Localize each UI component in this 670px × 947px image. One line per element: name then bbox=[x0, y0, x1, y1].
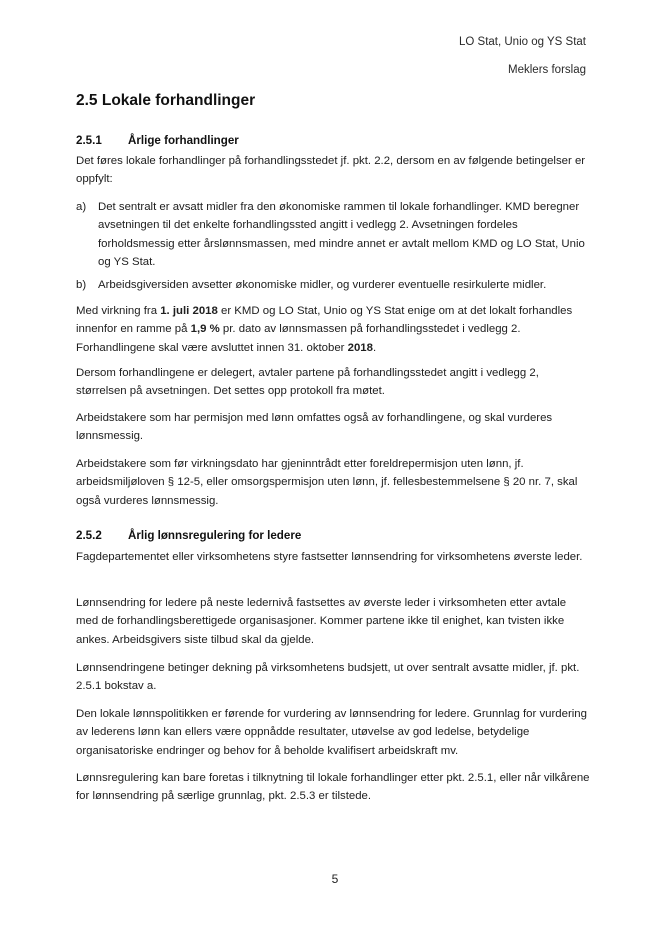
list-item-b bbox=[76, 276, 591, 294]
subsection-title: Årlige forhandlinger bbox=[128, 134, 239, 147]
paragraph-top-leader: Fagdepartementet eller virksomhetens styre fastsetter lønnsendring for virksomhetens øverste leder. bbox=[76, 551, 583, 563]
bold-date: 1. juli 2018 bbox=[160, 305, 218, 317]
leave-paragraph: Arbeidstakere som har permisjon med lønn omfattes også av forhandlingene, og skal vurderes lønnsmessig. bbox=[76, 412, 553, 443]
paragraph-policy: Den lokale lønnspolitikken er førende for vurdering av lønnsendring for ledere. Grunnlag for vurdering av lederens lønn kan ellers være oppnådde resultater, utøvelse av god ledelse, betydelige organisatoriske endringer og behov for å beholde kvalifisert arbeidskraft mv. bbox=[76, 708, 587, 757]
paragraph-regulation: Lønnsregulering kan bare foretas i tilknytning til lokale forhandlinger etter pkt. 2.5.1, eller når vilkårene for lønnsendring på særlige grunnlag, pkt. 2.5.3 er tilstede. bbox=[76, 772, 590, 803]
header-proposal-label: Meklers forslag bbox=[508, 64, 586, 76]
list-marker: a) bbox=[76, 201, 87, 213]
text-run: pr. dato av lønnsmassen på forhandlingsstedet i vedlegg 2. Forhandlingene skal være avsluttet innen 31. oktober bbox=[76, 323, 521, 354]
bold-year: 2018 bbox=[347, 341, 373, 354]
list-item-text: Det sentralt er avsatt midler fra den økonomiske rammen til lokale forhandlinger. KMD beregner avsetningen til det enkelte forhandlingssted angitt i vedlegg 2. Avsetningen fordeles forholdsmessig etter årslønnsmassen, med mindre annet er avtalt mellom KMD og LO Stat, Unio og YS Stat. bbox=[98, 201, 585, 268]
subsection-title: Årlig lønnsregulering for ledere bbox=[128, 529, 302, 542]
text-run: Med virkning fra bbox=[76, 305, 161, 317]
list-item-text: Arbeidsgiversiden avsetter økonomiske midler, og vurderer eventuelle resirkulerte midler. bbox=[98, 279, 547, 291]
header-organizations: LO Stat, Unio og YS Stat bbox=[459, 36, 586, 48]
subsection-heading-2-5-1 bbox=[76, 134, 239, 147]
section-title: 2.5 Lokale forhandlinger bbox=[76, 92, 256, 109]
subsection-number: 2.5.1 bbox=[76, 134, 102, 147]
page-number: 5 bbox=[331, 872, 339, 886]
list-item-a bbox=[76, 198, 591, 271]
subsection-heading-2-5-2 bbox=[76, 529, 301, 542]
intro-paragraph: Det føres lokale forhandlinger på forhandlingsstedet jf. pkt. 2.2, dersom en av følgende betingelser er oppfylt: bbox=[76, 155, 586, 186]
parental-leave-paragraph: Arbeidstakere som før virkningsdato har gjeninntrådt etter foreldrepermisjon uten lønn, jf. arbeidsmiljøloven § 12-5, eller omsorgspermisjon uten lønn, jf. fellesbestemmelsene § 20 nr. 7, skal også vurderes lønnsmessig. bbox=[76, 458, 578, 507]
text-run: . bbox=[372, 341, 377, 354]
paragraph-budget: Lønnsendringene betinger dekning på virksomhetens budsjett, ut over sentralt avsatte midler, jf. pkt. 2.5.1 bokstav a. bbox=[76, 662, 580, 693]
paragraph-next-level: Lønnsendring for ledere på neste ledernivå fastsettes av øverste leder i virksomheten etter avtale med de forhandlingsberettigede organisasjoner. Kommer partene ikke til enighet, kan tvisten ikke ankes. Arbeidsgivers siste tilbud skal da gjelde. bbox=[76, 597, 567, 646]
subsection-number: 2.5.2 bbox=[76, 529, 102, 542]
delegation-paragraph: Dersom forhandlingene er delegert, avtaler partene på forhandlingsstedet angitt i vedlegg 2, størrelsen på avsetningen. Det settes opp protokoll fra møtet. bbox=[76, 367, 539, 398]
effective-date-paragraph bbox=[76, 302, 591, 357]
bold-percent: 1,9 % bbox=[190, 323, 220, 336]
list-marker: b) bbox=[76, 279, 87, 291]
text-run: er KMD og LO Stat, Unio og YS Stat enige om at det lokalt forhandles innenfor en ramme på bbox=[76, 305, 573, 336]
